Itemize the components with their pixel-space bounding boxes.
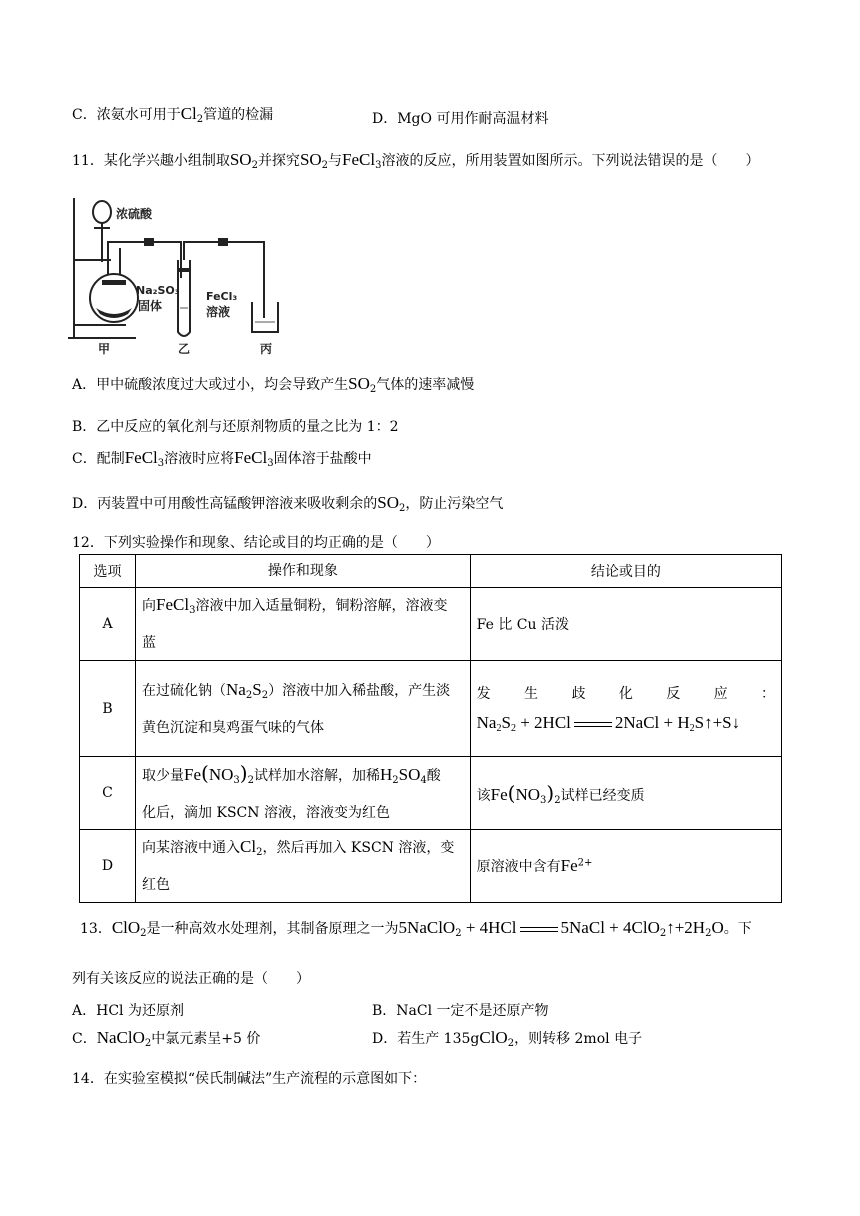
label-jia: 甲 — [98, 342, 111, 356]
q11-stem: 11．某化学兴趣小组制取$SO_2$并探究$SO_2$与FeCl$_3$溶液的反应，所用装置如图所示。下列说法错误的是（ ） — [72, 150, 760, 171]
header-conclusion: 结论或目的 — [470, 555, 781, 588]
equation-b: $Na_2S_2 + 2HCl$ 2NaCl + $H_2S↑+S↓$ — [476, 713, 741, 734]
row-label: B — [80, 661, 136, 757]
table-row — [80, 661, 782, 757]
q14-stem: 14．在实验室模拟“侯氏制碱法”生产流程的示意图如下： — [72, 1071, 427, 1087]
header-operation: 操作和现象 — [136, 555, 471, 588]
q13-stem-line2: 列有关该反应的说法正确的是（ ） — [72, 971, 310, 987]
label-bing: 丙 — [260, 342, 273, 356]
row-operation: 向某溶液中通入$Cl_2$，然后再加入 KSCN 溶液，变 红色 — [136, 830, 471, 903]
table-row — [80, 757, 782, 830]
q13-option-d: D．若生产 135gClO$_2$，则转移 2mol 电子 — [372, 1028, 643, 1049]
row-operation: 在过硫化钠$(Na_2S_2)$溶液中加入稀盐酸，产生淡 黄色沉淀和臭鸡蛋气味的气体 — [136, 661, 471, 757]
row-conclusion — [470, 661, 781, 757]
q12-table — [79, 554, 782, 903]
row-conclusion: Fe 比 Cu 活泼 — [470, 588, 781, 661]
header-option: 选项 — [80, 555, 136, 588]
q10-option-d: D．MgO 可用作耐高温材料 — [372, 111, 549, 127]
q11-option-a: A．甲中硫酸浓度过大或过小，均会导致产生$SO_2$气体的速率减慢 — [72, 374, 475, 395]
row-operation: 取少量$Fe(NO_3)_2$试样加水溶解，加稀$H_2SO_4$酸 化后，滴加 KSCN 溶液，溶液变为红色 — [136, 757, 471, 830]
q11-option-b: B．乙中反应的氧化剂与还原剂物质的量之比为 1：2 — [72, 419, 399, 435]
row-label: C — [80, 757, 136, 830]
label-conc-sulfuric-acid: 浓硫酸 — [116, 207, 153, 221]
q13-option-b: B．NaCl 一定不是还原产物 — [372, 1003, 549, 1019]
row-conclusion: 该$Fe(NO_3)_2$试样已经变质 — [470, 757, 781, 830]
row-label: D — [80, 830, 136, 903]
label-na2so3: Na₂SO₃ — [136, 284, 180, 297]
q10-option-c: C．浓氨水可用于$Cl_2$管道的检漏 — [72, 104, 274, 125]
table-row — [80, 588, 782, 661]
row-label: A — [80, 588, 136, 661]
apparatus-figure — [66, 190, 286, 358]
table-row — [80, 830, 782, 903]
q13-stem: 13．ClO$_2$是一种高效水处理剂，其制备原理之一为5NaClO$_2$ + 4HCl 5NaCl + $4ClO_2↑+2H_2O$。下 — [80, 918, 752, 939]
label-yi: 乙 — [178, 342, 191, 356]
label-solution: 溶液 — [206, 305, 231, 319]
q13-option-c: C．NaClO$_2$中氯元素呈+5 价 — [72, 1028, 261, 1049]
row-operation: 向FeCl$_3$溶液中加入适量铜粉，铜粉溶解，溶液变 蓝 — [136, 588, 471, 661]
q12-stem: 12．下列实验操作和现象、结论或目的均正确的是（ ） — [72, 535, 440, 551]
q11-option-c: C．配制FeCl$_3$溶液时应将FeCl$_3$固体溶于盐酸中 — [72, 448, 372, 469]
label-solid: 固体 — [138, 299, 163, 313]
q13-option-a: A．HCl 为还原剂 — [72, 1003, 184, 1019]
disproportionation-label: 发 生 歧 化 反 应 ： — [476, 686, 775, 702]
q11-option-d: D．丙装置中可用酸性高锰酸钾溶液来吸收剩余的$SO_2$，防止污染空气 — [72, 493, 504, 514]
table-header-row — [80, 555, 782, 588]
row-conclusion: 原溶液中含有$Fe^{2+}$ — [470, 830, 781, 903]
label-fecl3: FeCl₃ — [206, 290, 238, 303]
